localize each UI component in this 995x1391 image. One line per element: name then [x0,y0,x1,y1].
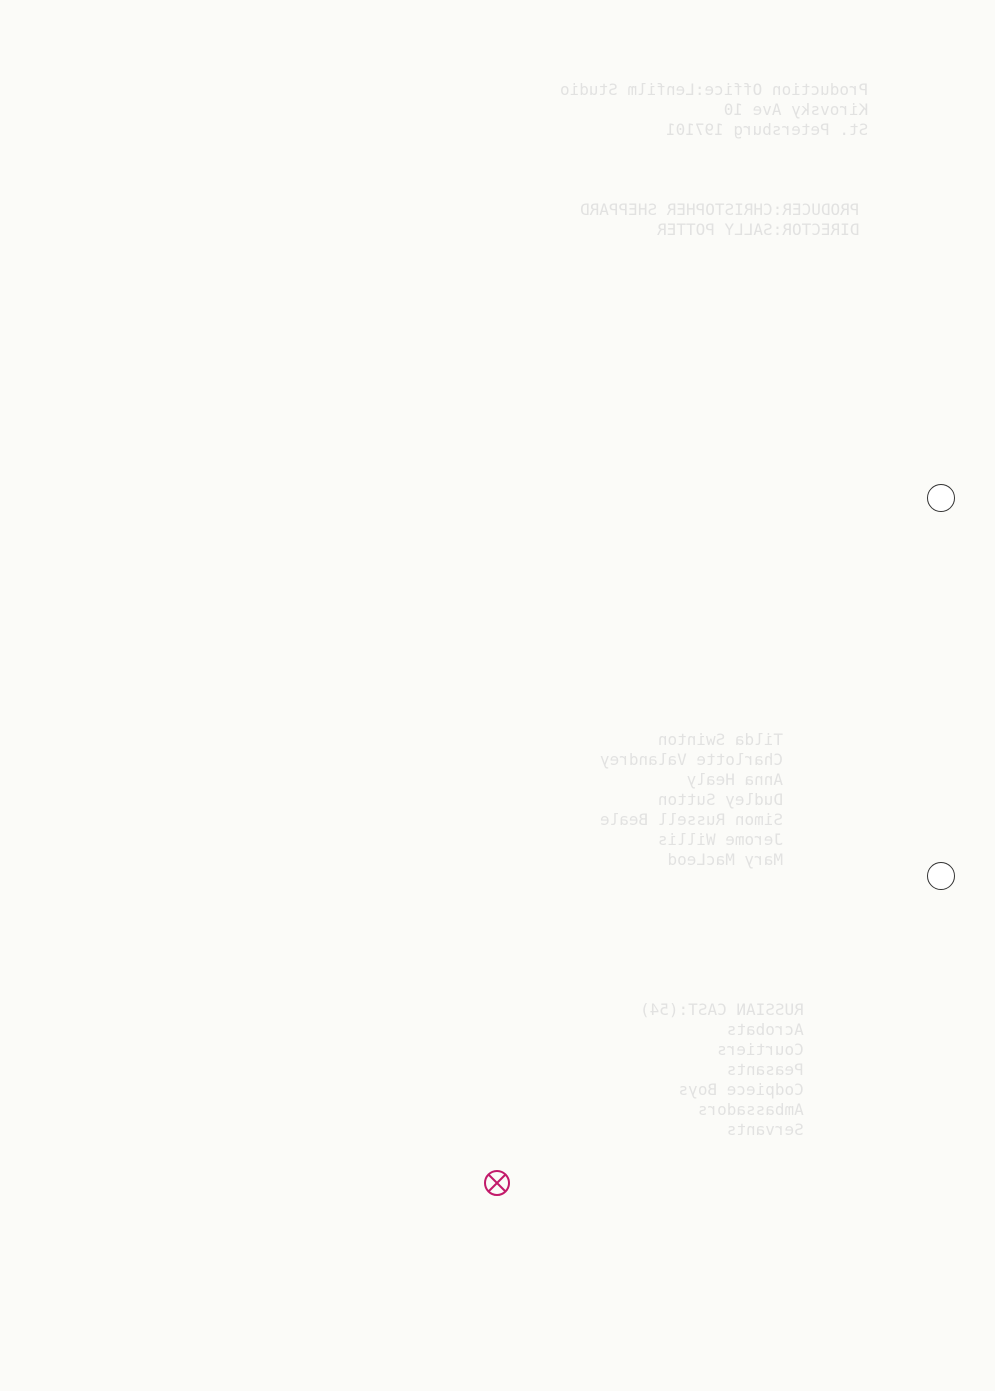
punch-hole [927,862,955,890]
bleed-through-text: RUSSIAN CAST:(54) Acrobats Courtiers Peasants Codpiece Boys Ambassadors Servants [640,1000,804,1139]
punch-hole [927,484,955,512]
bleed-through-text: PRODUCER:CHRISTOPHER SHEPPARD DIRECTOR:SALLY POTTER [580,200,860,239]
crossed-circle-mark [482,1168,512,1198]
bleed-through-text: Production Office:Lenfilm Studio Kirovsky Ave 10 St. Petersburg 197101 [560,80,869,139]
bleed-through-text: Tilda Swinton Charlotte Valandrey Anna Healy Dudley Sutton Simon Russell Beale Jerome Willis Mary MacLeod [600,730,784,869]
